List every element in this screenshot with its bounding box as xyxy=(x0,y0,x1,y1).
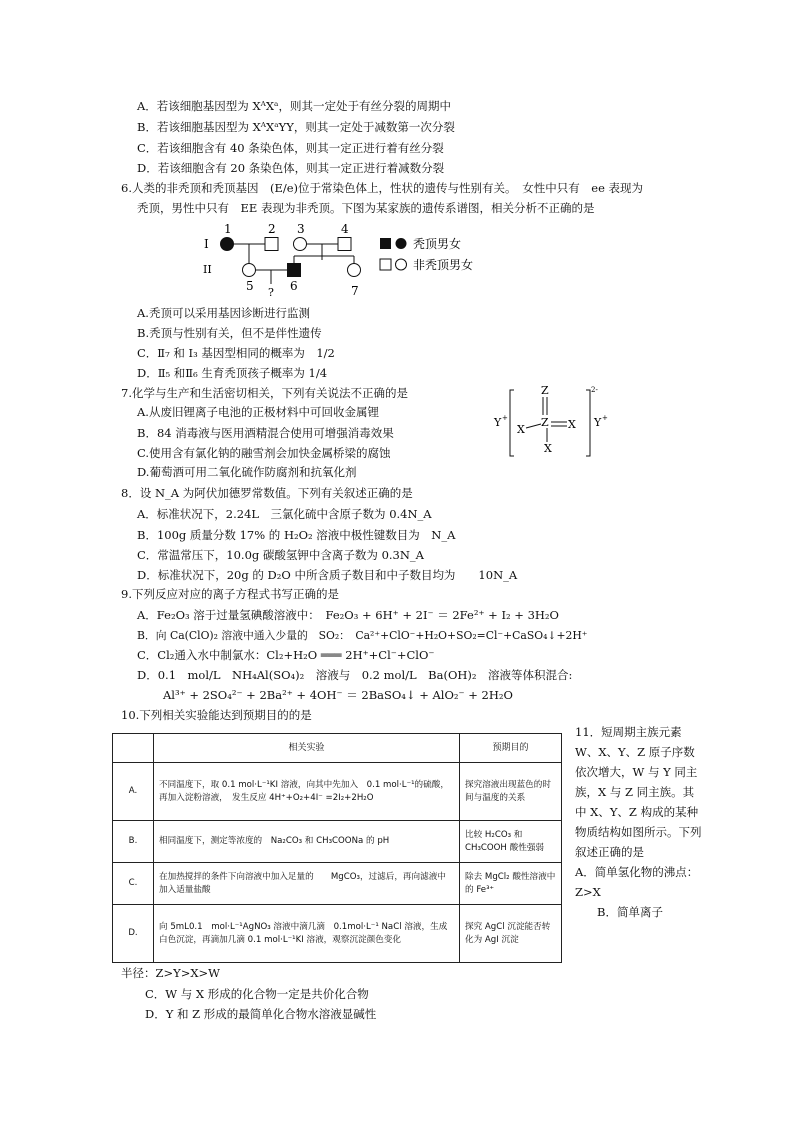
q8-stem: 8．设 N_A 为阿伏加德罗常数值。下列有关叙述正确的是 xyxy=(121,486,413,500)
table-header-row xyxy=(113,734,562,763)
q6-stem-line2: 秃顶，男性中只有 EE 表现为非秃顶。下图为某家族的遗传系谱图，相关分析不正确的是 xyxy=(137,201,595,215)
row-goal: 比较 H₂CO₃ 和 CH₃COOH 酸性强弱 xyxy=(460,821,562,863)
experiment-table xyxy=(112,733,562,963)
bond-left xyxy=(526,424,541,428)
label-5: 5 xyxy=(246,279,254,293)
label-4: 4 xyxy=(341,222,349,236)
table-row xyxy=(113,905,562,963)
individual-3-normal-female xyxy=(294,238,307,251)
header-goal: 预期目的 xyxy=(460,734,562,763)
bracket-right xyxy=(586,390,590,456)
q11-stem: 11．短周期主族元素 W、X、Y、Z 原子序数依次增大，W 与 Y 同主族，X 与 Z 同主族。其中 X、Y、Z 构成的某种物质结构如图所示。下列叙述正确的是 xyxy=(575,725,702,859)
structure-plus-left: + xyxy=(502,414,508,422)
q5-option-c: C．若该细胞含有 40 条染色体，则其一定正进行着有丝分裂 xyxy=(137,141,444,155)
label-7: 7 xyxy=(351,284,359,298)
pedigree-svg xyxy=(196,218,486,302)
legend-affected-male-square xyxy=(380,238,391,249)
q9-option-a: A．Fe₂O₃ 溶于过量氢碘酸溶液中： Fe₂O₃ + 6H⁺ + 2I⁻ ＝ 2Fe²⁺ + I₂ + 3H₂O xyxy=(137,608,559,622)
q8-option-c: C．常温常压下，10.0g 碳酸氢钾中含离子数为 0.3N_A xyxy=(137,548,424,562)
label-1: 1 xyxy=(224,222,232,236)
q8-option-b: B．100g 质量分数 17% 的 H₂O₂ 溶液中极性键数目为 N_A xyxy=(137,528,456,542)
row-goal: 探究 AgCl 沉淀能否转化为 AgI 沉淀 xyxy=(460,905,562,963)
legend-affected-text: 秃顶男女 xyxy=(413,237,462,251)
q5-option-a: A．若该细胞基因型为 XᴬXᵃ，则其一定处于有丝分裂的周期中 xyxy=(137,99,451,113)
label-6: 6 xyxy=(290,279,298,293)
legend-normal-male-square xyxy=(380,259,391,270)
structure-x-right: X xyxy=(568,418,576,431)
q9-option-d-line1: D．0.1 mol/L NH₄Al(SO₄)₂ 溶液与 0.2 mol/L Ba(OH)₂ 溶液等体积混合: xyxy=(137,668,573,682)
q5-option-b: B．若该细胞基因型为 XᴬXᵃYY，则其一定处于减数第一次分裂 xyxy=(137,120,455,134)
q11-side-column xyxy=(575,722,705,922)
structure-svg xyxy=(490,382,610,462)
q7-option-c: C.使用含有氯化钠的融雪剂会加快金属桥梁的腐蚀 xyxy=(137,446,391,460)
q7-option-d: D.葡萄酒可用二氧化硫作防腐剂和抗氧化剂 xyxy=(137,465,357,479)
q7-option-b: B．84 消毒液与医用酒精混合使用可增强消毒效果 xyxy=(137,426,394,440)
row-label: C. xyxy=(113,863,154,905)
row-experiment: 相同温度下，测定等浓度的 Na₂CO₃ 和 CH₃COONa 的 pH xyxy=(154,821,460,863)
q8-option-a: A．标准状况下，2.24L 三氯化硫中含原子数为 0.4N_A xyxy=(137,507,432,521)
row-goal: 除去 MgCl₂ 酸性溶液中的 Fe³⁺ xyxy=(460,863,562,905)
header-experiment: 相关实验 xyxy=(154,734,460,763)
table-row xyxy=(113,821,562,863)
q6-option-c: C．Ⅱ₇ 和 Ⅰ₃ 基因型相同的概率为 1/2 xyxy=(137,346,335,360)
individual-5-normal-female xyxy=(243,264,256,277)
individual-6-affected-male xyxy=(288,264,301,277)
bracket-left xyxy=(510,390,514,456)
row-label: D. xyxy=(113,905,154,963)
row-experiment: 在加热搅拌的条件下向溶液中加入足量的 MgCO₃，过滤后，再向滤液中加入适量盐酸 xyxy=(154,863,460,905)
structure-z-center: Z xyxy=(541,416,549,429)
q6-stem-line1: 6.人类的非秃顶和秃顶基因 (E/e)位于常染色体上，性状的遗传与性别有关。 女性中只有 ee 表现为 xyxy=(121,181,644,195)
row-label: B. xyxy=(113,821,154,863)
legend-affected-female-circle xyxy=(396,238,407,249)
generation-label-ii: II xyxy=(203,263,212,276)
molecular-structure-figure xyxy=(490,382,610,462)
q9-option-c: C．Cl₂通入水中制氯水：Cl₂+H₂O ═══ 2H⁺+Cl⁻+ClO⁻ xyxy=(137,648,435,662)
q11-option-b-end: 半径：Z>Y>X>W xyxy=(121,966,220,980)
structure-charge: 2- xyxy=(591,386,598,394)
row-experiment: 向 5mL0.1 mol·L⁻¹AgNO₃ 溶液中滴几滴 0.1mol·L⁻¹ NaCl 溶液，生成白色沉淀，再滴加几滴 0.1 mol·L⁻¹KI 溶液，观察沉淀颜色变化 xyxy=(154,905,460,963)
legend-normal-text: 非秃顶男女 xyxy=(413,258,474,272)
structure-x-left: X xyxy=(517,423,525,436)
individual-7-normal-female xyxy=(348,264,361,277)
table-row xyxy=(113,863,562,905)
structure-y-right: Y xyxy=(594,416,602,429)
row-experiment: 不同温度下，取 0.1 mol·L⁻¹KI 溶液，向其中先加入 0.1 mol·L⁻¹的硫酸，再加入淀粉溶液， 发生反应 4H⁺+O₂+4I⁻ =2I₂+2H₂O xyxy=(154,763,460,821)
header-blank xyxy=(113,734,154,763)
q11-option-d: D．Y 和 Z 形成的最简单化合物水溶液显碱性 xyxy=(145,1007,377,1021)
q6-option-a: A.秃顶可以采用基因诊断进行监测 xyxy=(137,306,310,320)
individual-4-normal-male xyxy=(338,238,351,251)
pedigree-chart xyxy=(196,218,486,302)
legend-normal-female-circle xyxy=(396,259,407,270)
generation-label-i: I xyxy=(204,237,209,251)
table-row xyxy=(113,763,562,821)
label-2: 2 xyxy=(268,222,276,236)
q7-stem: 7.化学与生产和生活密切相关，下列有关说法不正确的是 xyxy=(121,386,408,400)
row-label: A. xyxy=(113,763,154,821)
q9-option-d-line2: Al³⁺ + 2SO₄²⁻ + 2Ba²⁺ + 4OH⁻ ＝ 2BaSO₄↓ + AlO₂⁻ + 2H₂O xyxy=(163,688,513,702)
q8-option-d: D．标准状况下，20g 的 D₂O 中所含质子数目和中子数目均为 10N_A xyxy=(137,568,518,582)
q11-option-b-start: B．简单离子 xyxy=(597,905,663,919)
q6-option-b: B.秃顶与性别有关，但不是伴性遗传 xyxy=(137,326,322,340)
structure-x-bottom: X xyxy=(544,442,552,455)
q11-option-a: A．简单氢化物的沸点：Z>X xyxy=(575,865,699,899)
q11-option-c: C．W 与 X 形成的化合物一定是共价化合物 xyxy=(145,987,369,1001)
row-goal: 探究溶液出现蓝色的时间与温度的关系 xyxy=(460,763,562,821)
q10-stem: 10.下列相关实验能达到预期目的的是 xyxy=(121,708,312,722)
q9-option-b: B．向 Ca(ClO)₂ 溶液中通入少量的 SO₂： Ca²⁺+ClO⁻+H₂O+SO₂=Cl⁻+CaSO₄↓+2H⁺ xyxy=(137,629,588,642)
structure-y-left: Y xyxy=(494,416,502,429)
label-3: 3 xyxy=(297,222,305,236)
q7-option-a: A.从废旧锂离子电池的正极材料中可回收金属锂 xyxy=(137,405,379,419)
individual-1-affected-female xyxy=(221,238,234,251)
individual-2-normal-male xyxy=(265,238,278,251)
structure-z-top: Z xyxy=(541,384,549,397)
label-unknown-child: ? xyxy=(268,286,274,299)
q6-option-d: D．Ⅱ₅ 和Ⅱ₆ 生育秃顶孩子概率为 1/4 xyxy=(137,366,328,380)
q5-option-d: D．若该细胞含有 20 条染色体，则其一定正进行着减数分裂 xyxy=(137,161,445,175)
q9-stem: 9.下列反应对应的离子方程式书写正确的是 xyxy=(121,587,339,601)
structure-plus-right: + xyxy=(602,414,608,422)
